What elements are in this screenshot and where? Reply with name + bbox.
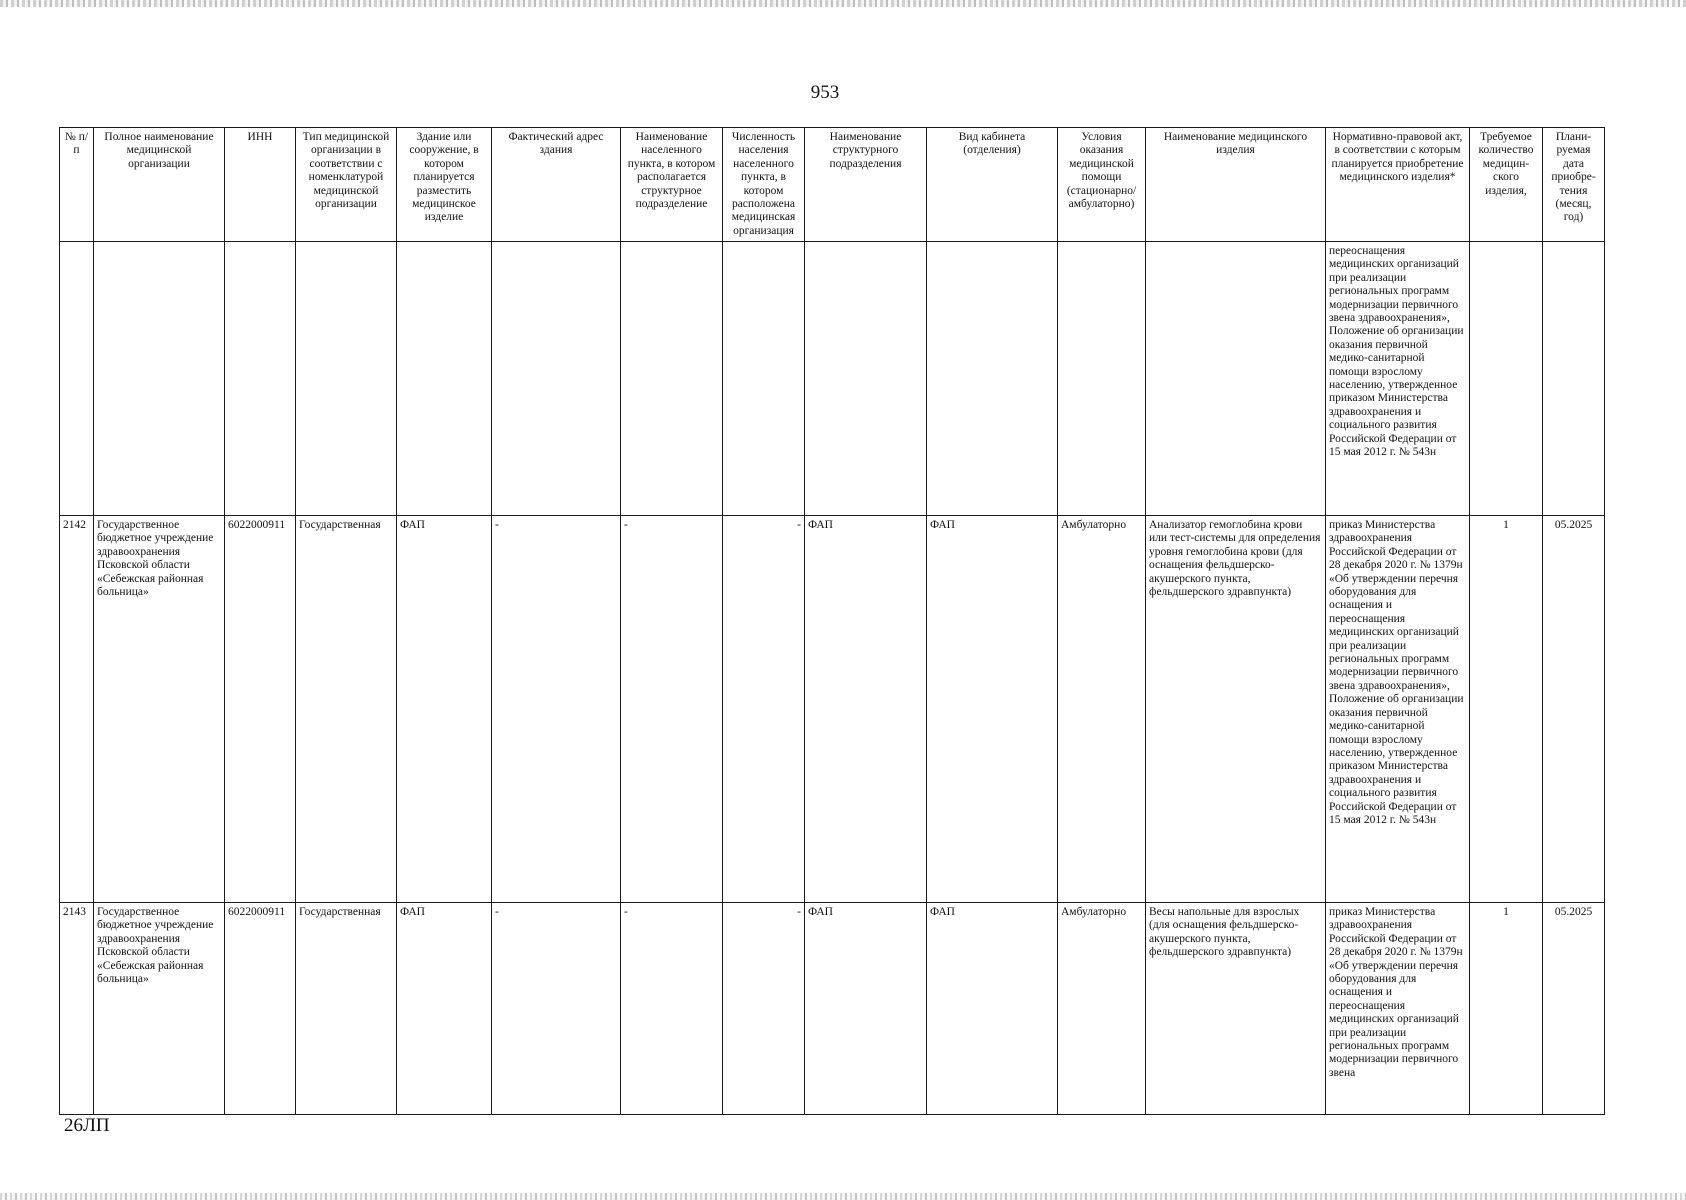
cell-num: 2143	[60, 903, 94, 1115]
header-type: Тип медицинской организации в соответствии с номенклатурой медицинской организации	[296, 128, 397, 242]
cell-locality: -	[621, 903, 723, 1115]
header-room: Вид кабинета (отделения)	[927, 128, 1058, 242]
cell-empty	[723, 242, 805, 516]
cell-inn: 6022000911	[225, 903, 296, 1115]
scan-edge-bottom	[0, 1193, 1686, 1200]
cell-empty	[94, 242, 225, 516]
cell-act: переоснащения медицинских организаций при реализации региональных программ модернизации первичного звена здравоохранения», Положение об организации оказания первичной медико-санитарной помощи взрослому населению, утвержденное приказом Министерства здравоохранения и социального развития Российской Федерации от 15 мая 2012 г. № 543н	[1326, 242, 1470, 516]
cell-org: Государственное бюджетное учреждение здравоохранения Псковской области «Себежская районная больница»	[94, 516, 225, 903]
cell-room: ФАП	[927, 516, 1058, 903]
cell-device: Весы напольные для взрослых (для оснащения фельдшерско-акушерского пункта, фельдшерского здравпункта)	[1146, 903, 1326, 1115]
header-locality: Наименование населенного пункта, в котором располагается структурное подразделение	[621, 128, 723, 242]
cell-empty	[1146, 242, 1326, 516]
header-unit: Наименование структурного подразделения	[805, 128, 927, 242]
cell-population: -	[723, 516, 805, 903]
equipment-table	[59, 127, 1605, 1115]
cell-empty	[805, 242, 927, 516]
cell-empty	[1058, 242, 1146, 516]
header-population: Численность населения населенного пункта, в котором расположена медицинская организация	[723, 128, 805, 242]
cell-building: ФАП	[397, 903, 492, 1115]
table-row	[60, 903, 1605, 1115]
header-date: Плани-руемая дата приобре-тения (месяц, год)	[1543, 128, 1605, 242]
cell-num: 2142	[60, 516, 94, 903]
cell-empty	[225, 242, 296, 516]
cell-empty	[1543, 242, 1605, 516]
cell-qty: 1	[1470, 516, 1543, 903]
cell-type: Государственная	[296, 903, 397, 1115]
header-act: Нормативно-правовой акт, в соответствии с которым планируется приобретение медицинского изделия*	[1326, 128, 1470, 242]
table-row-continuation	[60, 242, 1605, 516]
header-device: Наименование медицинского изделия	[1146, 128, 1326, 242]
cell-address: -	[492, 516, 621, 903]
cell-empty	[60, 242, 94, 516]
header-address: Фактический адрес здания	[492, 128, 621, 242]
cell-unit: ФАП	[805, 516, 927, 903]
cell-date: 05.2025	[1543, 516, 1605, 903]
header-qty: Требуемое количество медицин-ского изделия,	[1470, 128, 1543, 242]
cell-empty	[296, 242, 397, 516]
header-org: Полное наименование медицинской организации	[94, 128, 225, 242]
scan-edge-top	[0, 0, 1686, 7]
cell-empty	[492, 242, 621, 516]
cell-device: Анализатор гемоглобина крови или тест-системы для определения уровня гемоглобина крови (для оснащения фельдшерско-акушерского пункта, фельдшерского здравпункта)	[1146, 516, 1326, 903]
cell-org: Государственное бюджетное учреждение здравоохранения Псковской области «Себежская районная больница»	[94, 903, 225, 1115]
header-num: № п/п	[60, 128, 94, 242]
cell-qty: 1	[1470, 903, 1543, 1115]
cell-empty	[927, 242, 1058, 516]
cell-date: 05.2025	[1543, 903, 1605, 1115]
page-number: 953	[810, 82, 840, 103]
cell-room: ФАП	[927, 903, 1058, 1115]
header-building: Здание или сооружение, в котором планируется разместить медицинское изделие	[397, 128, 492, 242]
cell-act: приказ Министерства здравоохранения Российской Федерации от 28 декабря 2020 г. № 1379н «Об утверждении перечня оборудования для оснащения и переоснащения медицинских организаций при реализации региональных программ модернизации первичного звена здравоохранения», Положение об организации оказания первичной медико-санитарной помощи взрослому населению, утвержденное приказом Министерства здравоохранения и социального развития Российской Федерации от 15 мая 2012 г. № 543н	[1326, 516, 1470, 903]
header-row	[60, 128, 1605, 242]
cell-act: приказ Министерства здравоохранения Российской Федерации от 28 декабря 2020 г. № 1379н «Об утверждении перечня оборудования для оснащения и переоснащения медицинских организаций при реализации региональных программ модернизации первичного звена	[1326, 903, 1470, 1115]
cell-building: ФАП	[397, 516, 492, 903]
cell-empty	[621, 242, 723, 516]
cell-address: -	[492, 903, 621, 1115]
cell-conditions: Амбулаторно	[1058, 516, 1146, 903]
footer-code: 26ЛП	[64, 1115, 110, 1136]
header-inn: ИНН	[225, 128, 296, 242]
cell-locality: -	[621, 516, 723, 903]
cell-population: -	[723, 903, 805, 1115]
table-row	[60, 516, 1605, 903]
cell-empty	[1470, 242, 1543, 516]
header-conditions: Условия оказания медицинской помощи (стационарно/ амбулаторно)	[1058, 128, 1146, 242]
cell-conditions: Амбулаторно	[1058, 903, 1146, 1115]
cell-unit: ФАП	[805, 903, 927, 1115]
cell-empty	[397, 242, 492, 516]
cell-inn: 6022000911	[225, 516, 296, 903]
cell-type: Государственная	[296, 516, 397, 903]
